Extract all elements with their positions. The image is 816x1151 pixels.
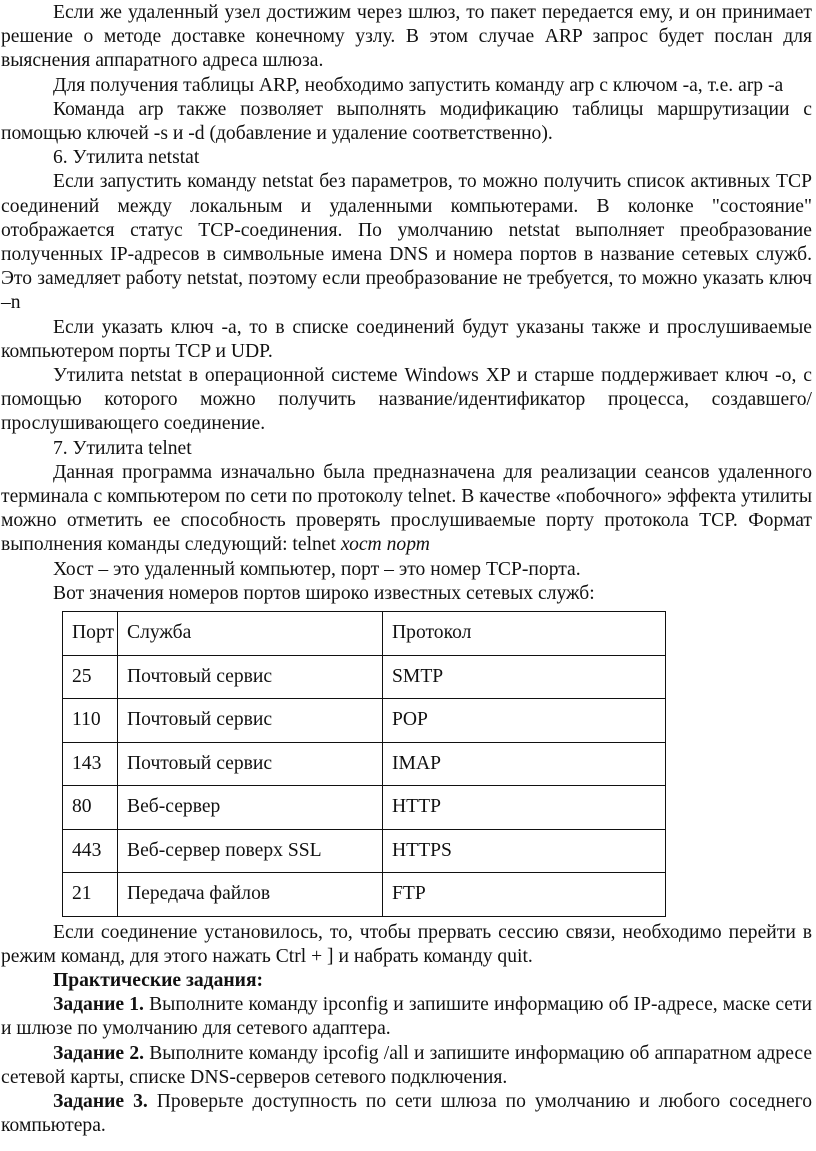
task-1	[1, 993, 812, 1041]
cell-protocol: HTTP	[383, 786, 666, 830]
telnet-syntax: хост порт	[340, 534, 430, 556]
header-protocol: Протокол	[383, 612, 666, 656]
task-text: Выполните команду ipconfig и запишите информацию об IP-адресе, маске сети и шлюзе по умолчанию для сетевого адаптера.	[1, 994, 813, 1040]
heading-netstat: 6. Утилита netstat	[53, 147, 200, 169]
paragraph-telnet-quit: Если соединение установилось, то, чтобы прервать сессию связи, необходимо перейти в режим команд, для этого нажать Ctrl + ] и набрать команду quit.	[1, 921, 812, 967]
table-row	[63, 699, 666, 743]
cell-protocol: HTTPS	[383, 829, 666, 873]
task-label: Задание 1.	[53, 994, 144, 1016]
cell-protocol: SMTP	[383, 655, 666, 699]
cell-service: Веб-сервер	[118, 786, 383, 830]
task-label: Задание 2.	[53, 1042, 145, 1064]
document-page	[0, 1, 816, 1151]
table-header-row	[63, 612, 666, 656]
cell-port: 110	[63, 699, 118, 743]
cell-service: Почтовый сервис	[118, 742, 383, 786]
cell-port: 80	[63, 786, 118, 830]
task-label: Задание 3.	[53, 1091, 148, 1112]
cell-protocol: FTP	[383, 873, 666, 917]
paragraph-telnet-intro	[1, 461, 812, 558]
telnet-intro-text: Данная программа изначально была предназначена для реализации сеансов удаленного терминала с компьютером по сети по протоколу telnet. В качестве «побочного» эффекта утилиты можно отметить ее способность проверять прослушиваемые порту протокола TCP. Формат выполнения команды следующий: telnet	[1, 461, 812, 556]
paragraph-netstat-o: Утилита netstat в операционной системе Windows XP и старше поддерживает ключ -o, с помощью которого можно получить название/идентификатор процесса, создавшего/прослушивающего соединение.	[1, 365, 812, 435]
table-row	[63, 786, 666, 830]
cell-service: Веб-сервер поверх SSL	[118, 829, 383, 873]
ports-table	[62, 611, 666, 917]
header-port: Порт	[63, 612, 118, 656]
cell-service: Почтовый сервис	[118, 699, 383, 743]
cell-protocol: IMAP	[383, 742, 666, 786]
paragraph-gateway: Если же удаленный узел достижим через шлюз, то пакет передается ему, и он принимает решение о методе доставке конечному узлу. В этом случае ARP запрос будет послан для выяснения аппаратного адреса шлюза.	[1, 2, 812, 72]
paragraph-netstat-a: Если указать ключ -a, то в списке соединений будут указаны также и прослушиваемые компьютером порты TCP и UDP.	[1, 316, 812, 362]
cell-service: Почтовый сервис	[118, 655, 383, 699]
table-row	[63, 742, 666, 786]
paragraph-host-port: Хост – это удаленный компьютер, порт – это номер TCP-порта.	[53, 558, 581, 580]
cell-port: 143	[63, 742, 118, 786]
table-row	[63, 829, 666, 873]
task-3	[1, 1090, 812, 1138]
table-row	[63, 655, 666, 699]
cell-port: 443	[63, 829, 118, 873]
cell-service: Передача файлов	[118, 873, 383, 917]
task-text: Выполните команду ipcofig /all и запишите информацию об аппаратном адресе сетевой карты, списке DNS-серверов сетевого подключения.	[1, 1042, 813, 1088]
paragraph-arp-modify: Команда arp также позволяет выполнять модификацию таблицы маршрутизации с помощью ключей -s и -d (добавление и удаление соответственно).	[1, 98, 812, 145]
task-text: Проверьте доступность по сети шлюза по умолчанию и любого соседнего компьютера.	[1, 1091, 812, 1137]
paragraph-ports-intro: Вот значения номеров портов широко известных сетевых служб:	[53, 582, 595, 604]
heading-telnet: 7. Утилита telnet	[53, 437, 192, 459]
header-service: Служба	[118, 612, 383, 656]
cell-protocol: POP	[383, 699, 666, 743]
table-row	[63, 873, 666, 917]
cell-port: 25	[63, 655, 118, 699]
cell-port: 21	[63, 873, 118, 917]
task-2	[1, 1042, 812, 1090]
paragraph-netstat-intro: Если запустить команду netstat без параметров, то можно получить список активных TCP соединений между локальным и удаленными компьютерами. В колонке "состояние" отображается статус TCP-соединения. По умолчанию netstat выполняет преобразование полученных IP-адресов в символьные имена DNS и номера портов в название сетевых служб. Это замедляет работу netstat, поэтому если преобразование не требуется, то можно указать ключ –n	[1, 171, 812, 314]
practice-title: Практические задания:	[53, 969, 264, 991]
paragraph-arp-table: Для получения таблицы ARP, необходимо запустить команду arp с ключом -a, т.е. arp -a	[53, 74, 784, 96]
